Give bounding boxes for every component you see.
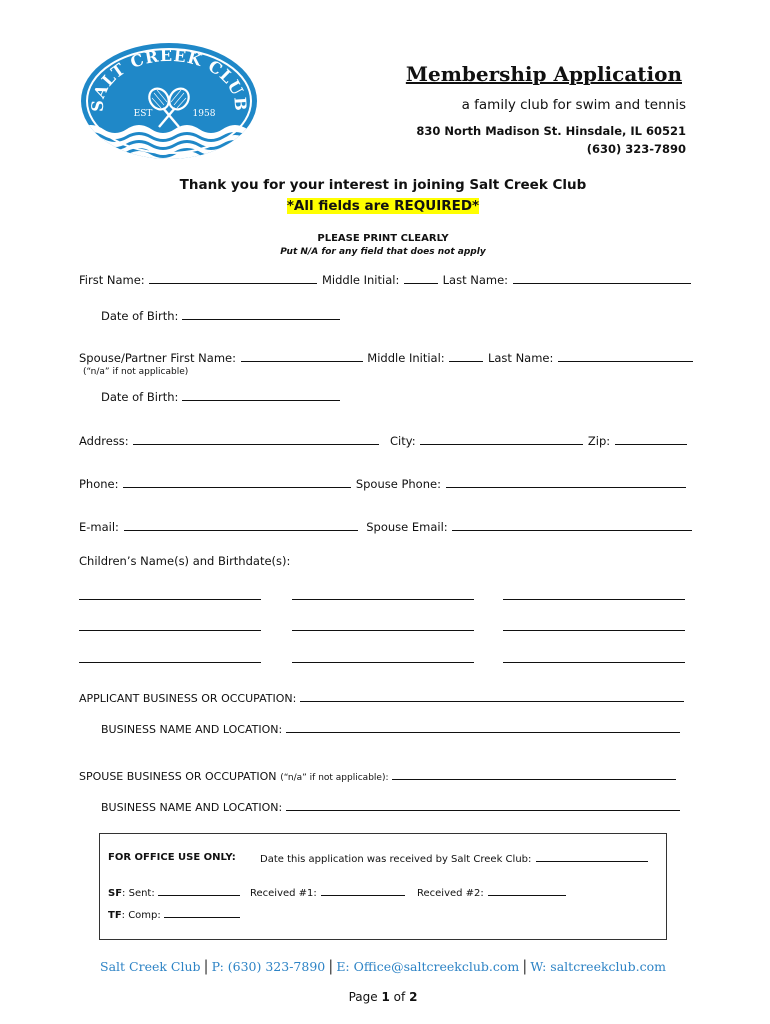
phone-label: Phone:: [79, 477, 119, 491]
club-address: 830 North Madison St. Hinsdale, IL 60521: [416, 124, 686, 138]
na-instruction: Put N/A for any field that does not apply: [280, 247, 486, 257]
spouse-middle-initial-field[interactable]: [449, 350, 483, 362]
child-field[interactable]: [79, 599, 261, 600]
sf-row: [108, 886, 241, 899]
office-use-box: [99, 833, 667, 940]
last-name-label: Last Name:: [442, 273, 509, 287]
sf-label: SF: [108, 888, 123, 899]
received2-field[interactable]: [488, 886, 566, 896]
child-field[interactable]: [503, 630, 685, 631]
salt-creek-club-logo: [79, 41, 259, 161]
first-name-label: First Name:: [79, 273, 145, 287]
child-field[interactable]: [503, 599, 685, 600]
spouse-last-name-field[interactable]: [558, 350, 693, 362]
zip-label: Zip:: [587, 434, 611, 448]
spouse-phone-label: Spouse Phone:: [355, 477, 441, 491]
date-received-row: [260, 852, 649, 865]
spouse-phone-field[interactable]: [446, 476, 686, 488]
spouse-name-row: [79, 350, 694, 365]
logo-name: SALT CREEK CLUB: [87, 45, 251, 113]
spouse-business-location-label: BUSINESS NAME AND LOCATION:: [101, 801, 283, 814]
address-label: Address:: [79, 434, 129, 448]
thank-you-heading: Thank you for your interest in joining Salt Creek Club: [179, 177, 587, 193]
footer-divider: |: [522, 957, 528, 975]
footer-club-name: Salt Creek Club: [100, 959, 201, 974]
applicant-occupation-field[interactable]: [300, 690, 684, 702]
email-field[interactable]: [124, 519, 358, 531]
spouse-middle-initial-label: Middle Initial:: [367, 351, 445, 365]
sf-sent-label: : Sent:: [122, 888, 155, 899]
child-field[interactable]: [292, 630, 474, 631]
city-label: City:: [390, 434, 416, 448]
footer-divider: |: [328, 957, 334, 975]
spouse-dob-field[interactable]: [182, 389, 340, 401]
spouse-email-field[interactable]: [452, 519, 692, 531]
spouse-occupation-row: [79, 768, 677, 783]
email-label: E-mail:: [79, 520, 119, 534]
business-location-field[interactable]: [286, 721, 680, 733]
address-row: [79, 433, 688, 448]
contact-footer: [0, 957, 766, 975]
received2-row: [417, 886, 567, 899]
office-use-label: FOR OFFICE USE ONLY:: [108, 852, 236, 863]
applicant-business-row: [101, 721, 681, 736]
middle-initial-label: Middle Initial:: [321, 273, 400, 287]
applicant-occupation-label: APPLICANT BUSINESS OR OCCUPATION:: [79, 692, 297, 705]
spouse-business-location-field[interactable]: [286, 799, 680, 811]
dob-field[interactable]: [182, 308, 340, 320]
spouse-na-note: (“n/a” if not applicable): [83, 367, 189, 377]
received2-label: Received #2:: [417, 888, 484, 899]
spouse-occupation-label: SPOUSE BUSINESS OR OCCUPATION: [79, 770, 277, 783]
tf-comp-label: : Comp:: [121, 910, 161, 921]
applicant-occupation-row: [79, 690, 685, 705]
spouse-last-name-label: Last Name:: [487, 351, 554, 365]
page-of: of: [393, 990, 406, 1004]
spouse-dob-label: Date of Birth:: [101, 390, 179, 404]
logo-year: 1958: [192, 109, 216, 119]
date-received-field[interactable]: [536, 852, 648, 862]
logo-est: EST: [133, 109, 153, 119]
email-row: [79, 519, 693, 534]
club-phone: (630) 323-7890: [586, 142, 686, 156]
zip-field[interactable]: [615, 433, 687, 445]
child-field[interactable]: [503, 662, 685, 663]
club-tagline: a family club for swim and tennis: [461, 97, 686, 113]
received1-row: [250, 886, 406, 899]
business-location-label: BUSINESS NAME AND LOCATION:: [101, 723, 283, 736]
tf-row: [108, 908, 241, 921]
first-name-row: [79, 272, 692, 287]
spouse-occupation-field[interactable]: [392, 768, 676, 780]
middle-initial-field[interactable]: [404, 272, 438, 284]
spouse-occupation-na-note: (“n/a” if not applicable):: [280, 773, 389, 783]
phone-row: [79, 476, 687, 491]
footer-website-link[interactable]: W: saltcreekclub.com: [530, 959, 666, 974]
child-field[interactable]: [292, 599, 474, 600]
address-field[interactable]: [133, 433, 379, 445]
page-prefix: Page: [348, 990, 378, 1004]
received1-label: Received #1:: [250, 888, 317, 899]
children-label: Children’s Name(s) and Birthdate(s):: [79, 554, 291, 568]
first-name-field[interactable]: [149, 272, 317, 284]
spouse-first-name-label: Spouse/Partner First Name:: [79, 351, 236, 365]
last-name-field[interactable]: [513, 272, 691, 284]
page-current: 1: [381, 990, 390, 1004]
city-field[interactable]: [420, 433, 583, 445]
footer-phone-link[interactable]: P: (630) 323-7890: [211, 959, 326, 974]
tf-comp-field[interactable]: [164, 908, 240, 918]
child-field[interactable]: [292, 662, 474, 663]
spouse-email-label: Spouse Email:: [366, 520, 448, 534]
required-notice: *All fields are REQUIRED*: [286, 198, 480, 214]
dob-label: Date of Birth:: [101, 309, 179, 323]
spouse-business-row: [101, 799, 681, 814]
child-field[interactable]: [79, 630, 261, 631]
child-field[interactable]: [79, 662, 261, 663]
footer-email-link[interactable]: E: Office@saltcreekclub.com: [336, 959, 520, 974]
spouse-first-name-field[interactable]: [241, 350, 363, 362]
date-received-label: Date this application was received by Salt Creek Club:: [260, 854, 532, 865]
tf-label: TF: [108, 910, 122, 921]
page-number: [0, 990, 766, 1004]
received1-field[interactable]: [321, 886, 405, 896]
phone-field[interactable]: [123, 476, 351, 488]
page-total: 2: [409, 990, 418, 1004]
print-clearly-note: PLEASE PRINT CLEARLY: [317, 233, 449, 244]
sf-sent-field[interactable]: [158, 886, 240, 896]
page-title: Membership Application: [405, 62, 682, 86]
footer-divider: |: [203, 957, 209, 975]
